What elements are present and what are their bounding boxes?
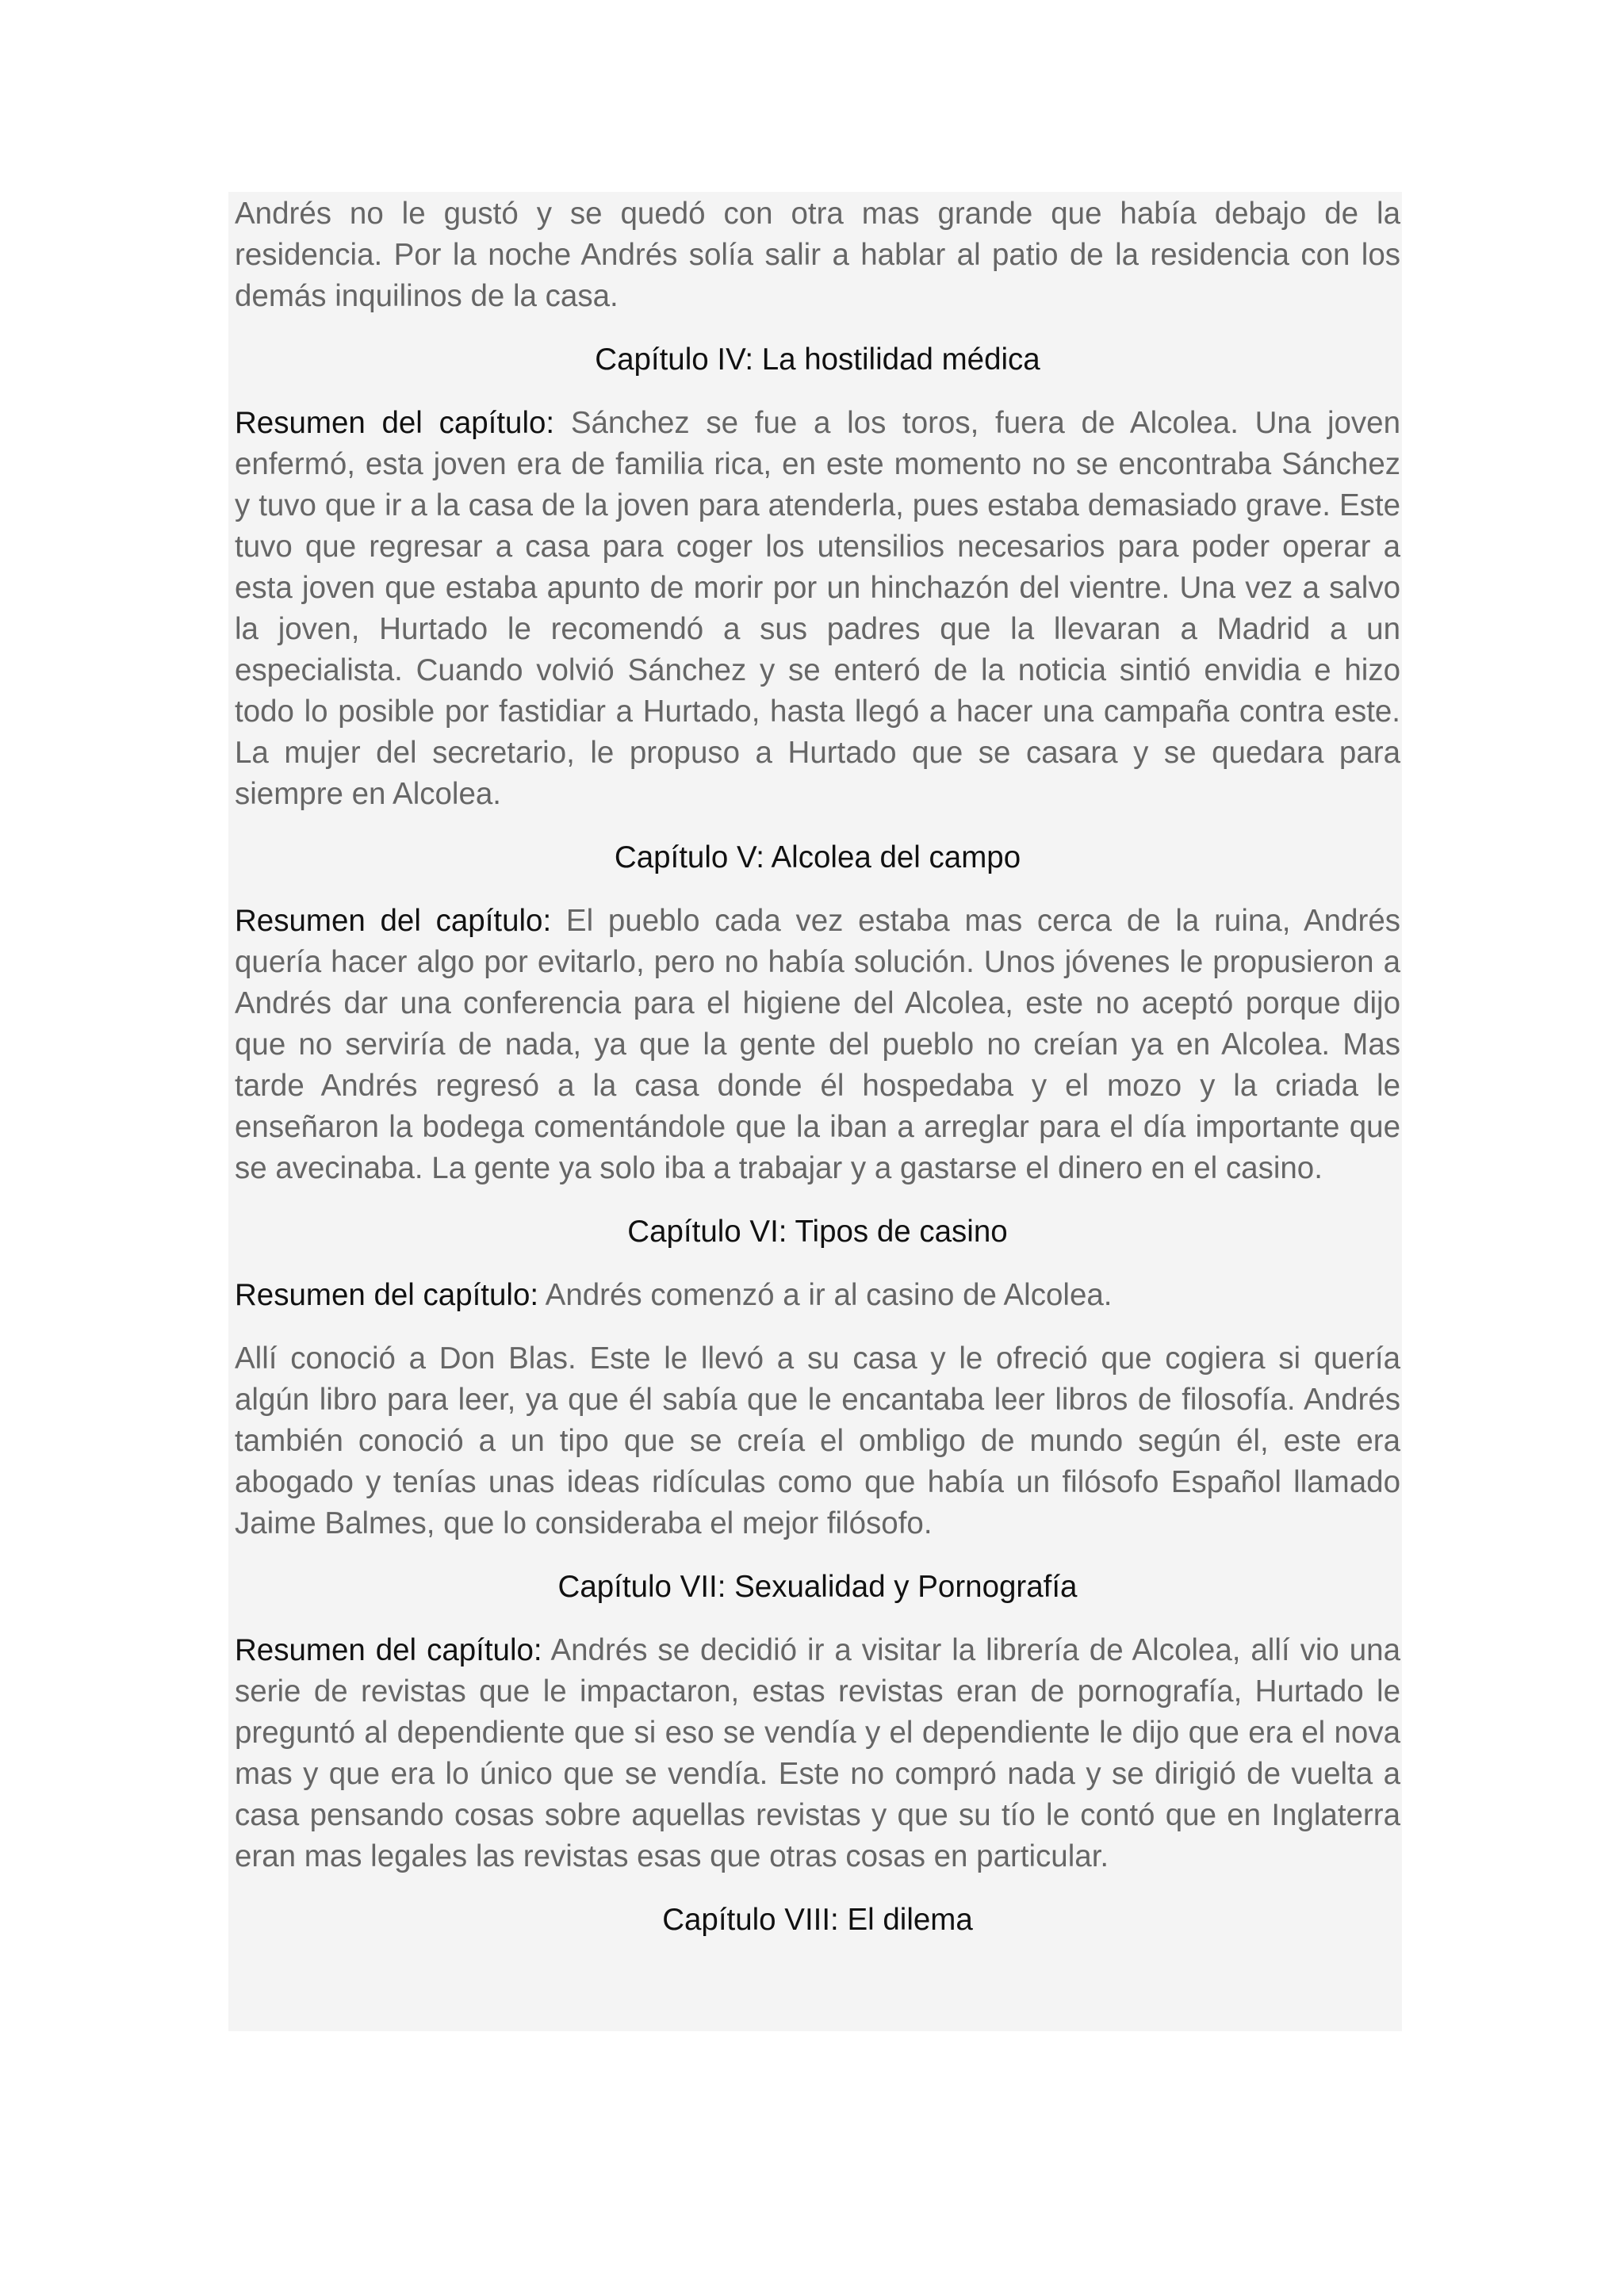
summary-text: Andrés comenzó a ir al casino de Alcolea. (545, 1278, 1113, 1312)
chapter-summary (235, 901, 1400, 1189)
document-body (235, 193, 1400, 1963)
summary-label: Resumen del capítulo: (235, 1633, 542, 1667)
summary-label: Resumen del capítulo: (235, 406, 555, 440)
chapter-title: Capítulo IV: La hostilidad médica (595, 342, 1040, 377)
chapter-title: Capítulo VI: Tipos de casino (627, 1215, 1008, 1249)
chapter-extra-paragraph: Allí conoció a Don Blas. Este le llevó a su casa y le ofreció que cogiera si quería algún libro para leer, ya que él sabía que le encantaba leer libros de filosofía. Andrés también conoció a un tipo que se creía el ombligo de mundo según él, este era abogado y tenías unas ideas ridículas como que había un filósofo Español llamado Jaime Balmes, que lo consideraba el mejor filósofo. (235, 1341, 1400, 1540)
summary-label: Resumen del capítulo: (235, 1278, 539, 1312)
chapter-summary (235, 1275, 1400, 1316)
chapter-title: Capítulo VII: Sexualidad y Pornografía (557, 1570, 1078, 1604)
summary-label: Resumen del capítulo: (235, 904, 552, 938)
summary-text: Andrés se decidió ir a visitar la librería de Alcolea, allí vio una serie de revistas que le impactaron, estas revistas eran de pornografía, Hurtado le preguntó al dependiente que si eso se vendía y el dependiente le dijo que era el nova mas y que era lo único que se vendía. Este no compró nada y se dirigió de vuelta a casa pensando cosas sobre aquellas revistas y que su tío le contó que en Inglaterra eran mas legales las revistas esas que otras cosas en particular. (235, 1633, 1400, 1873)
summary-text: Sánchez se fue a los toros, fuera de Alcolea. Una joven enfermó, esta joven era de familia rica, en este momento no se encontraba Sánchez y tuvo que ir a la casa de la joven para atenderla, pues estaba demasiado grave. Este tuvo que regresar a casa para coger los utensilios necesarios para poder operar a esta joven que estaba apunto de morir por un hinchazón del vientre. Una vez a salvo la joven, Hurtado le recomendó a sus padres que la llevaran a Madrid a un especialista. Cuando volvió Sánchez y se enteró de la noticia sintió envidia e hizo todo lo posible por fastidiar a Hurtado, hasta llegó a hacer una campaña contra este. La mujer del secretario, le propuso a Hurtado que se casara y se quedara para siempre en Alcolea. (235, 406, 1400, 811)
intro-paragraph: Andrés no le gustó y se quedó con otra mas grande que había debajo de la residencia. Por la noche Andrés solía salir a hablar al patio de la residencia con los demás inquilinos de la casa. (235, 197, 1400, 313)
summary-text: El pueblo cada vez estaba mas cerca de la ruina, Andrés quería hacer algo por evitarlo, pero no había solución. Unos jóvenes le propusieron a Andrés dar una conferencia para el higiene del Alcolea, este no aceptó porque dijo que no serviría de nada, ya que la gente del pueblo no creían ya en Alcolea. Mas tarde Andrés regresó a la casa donde él hospedaba y el mozo y la criada le enseñaron la bodega comentándole que la iban a arreglar para el día importante que se avecinaba. La gente ya solo iba a trabajar y a gastarse el dinero en el casino. (235, 904, 1400, 1185)
chapter-title: Capítulo VIII: El dilema (662, 1903, 973, 1937)
chapter-summary (235, 1630, 1400, 1877)
chapter-title: Capítulo V: Alcolea del campo (614, 840, 1021, 874)
chapter-summary (235, 403, 1400, 815)
